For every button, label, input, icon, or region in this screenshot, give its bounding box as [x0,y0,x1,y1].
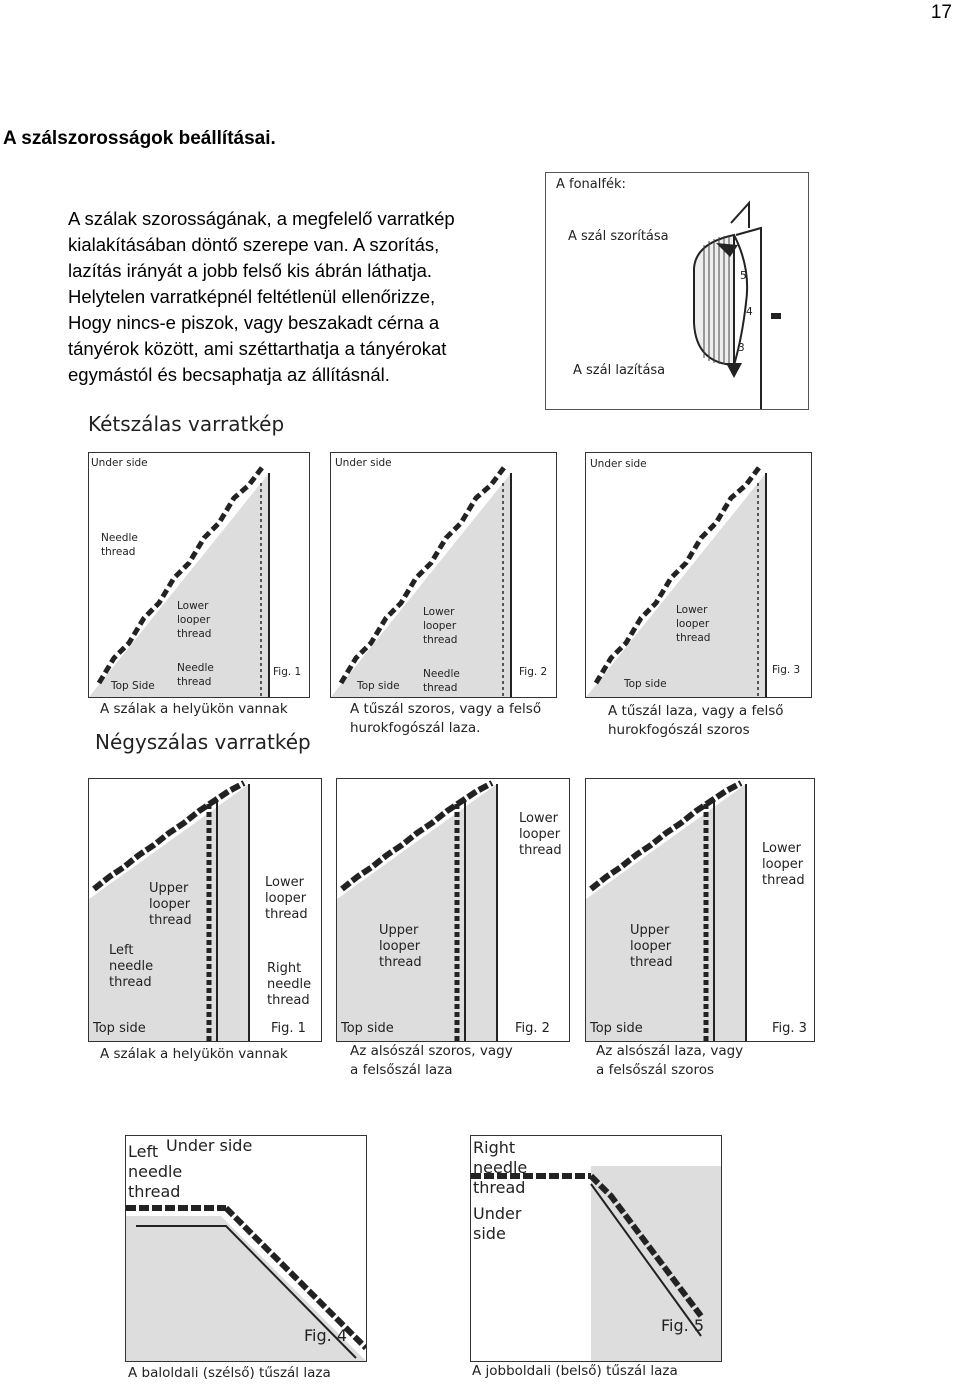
label-upper-looper: Upper looper thread [630,923,673,970]
fig-number: Fig. 5 [661,1316,704,1335]
caption: Az alsószál laza, vagy a felsőszál szoros [596,1043,744,1078]
fig-number: Fig. 4 [304,1326,347,1345]
two-thread-fig-1 [88,452,310,698]
label-needle-thread-2: Needle thread [423,668,460,694]
label-lower-looper: Lower looper thread [423,606,458,646]
caption: A jobboldali (belső) tűszál laza [472,1363,678,1379]
dial-loosen-label: A szál lazítása [573,363,666,378]
label-top-side: Top side [93,1021,146,1036]
intro-line: kialakításában döntő szerepe van. A szorítás, [68,234,440,255]
label-under-side: Under side [91,457,148,469]
four-thread-heading: Négyszálas varratkép [95,730,311,754]
arrow-down-icon [726,363,742,378]
label-top-side: Top side [624,678,667,690]
page-number: 17 [930,2,952,23]
fig-number: Fig. 3 [772,1021,807,1036]
caption: A szálak a helyükön vannak [100,1046,288,1062]
label-under-side: Under side [166,1136,253,1155]
label-under-side: Under side [335,457,392,469]
label-top-side: Top side [590,1021,643,1036]
two-thread-fig-2 [330,452,557,698]
intro-line: Hogy nincs-e piszok, vagy beszakadt cérna a [68,312,440,333]
intro-line: A szálak szorosságának, a megfelelő varratkép [68,208,455,229]
fig-number: Fig. 2 [519,666,548,678]
intro-line: tányérok között, ami széttarthatja a tányérokat [68,338,447,359]
intro-paragraph [68,206,548,388]
label-right-needle: Right needle thread [473,1138,528,1197]
intro-line: lazítás irányát a jobb felső kis ábrán láthatja. [68,260,433,281]
two-thread-heading: Kétszálas varratkép [88,412,285,436]
intro-line: Helytelen varratképnél feltétlenül ellenőrizze, [68,286,436,307]
label-left-needle: Left needle thread [128,1142,183,1201]
four-thread-fig-3 [585,778,815,1042]
caption: A tűszál szoros, vagy a felső hurokfogószál laza. [350,701,542,736]
intro-line: egymástól és becsaphatja az állításnál. [68,364,390,385]
caption: Az alsószál szoros, vagy a felsőszál laza [350,1043,513,1078]
label-lower-looper: Lower looper thread [177,600,212,640]
label-needle-thread-2: Needle thread [177,662,214,688]
fig-number: Fig. 2 [515,1021,550,1036]
dial-heading: A fonalfék: [556,177,626,192]
fig-number: Fig. 1 [273,666,302,678]
caption: A baloldali (szélső) tűszál laza [128,1365,331,1381]
label-lower-looper: Lower looper thread [519,811,562,858]
needle-fig-5 [470,1135,722,1362]
caption: A szálak a helyükön vannak [100,701,288,717]
label-top-side: Top side [341,1021,394,1036]
page-title: A szálszorosságok beállításai. [3,128,276,149]
fig-number: Fig. 1 [271,1021,306,1036]
label-left-needle: Left needle thread [109,943,154,990]
needle-fig-4 [125,1135,367,1362]
dial-tighten-label: A szál szorítása [568,229,669,244]
four-thread-fig-1 [88,778,322,1042]
tension-dial-figure [545,172,809,410]
dial-number: 5 [740,270,747,282]
fig-number: Fig. 3 [772,664,801,676]
dial-number: 4 [746,306,753,318]
label-under-side: Under side [590,458,647,470]
four-thread-fig-2 [336,778,570,1042]
label-top-side: Top side [357,680,400,692]
label-top-side: Top Side [111,680,155,692]
caption: A tűszál laza, vagy a felső hurokfogószál szoros [608,703,784,738]
label-upper-looper: Upper looper thread [379,923,422,970]
label-lower-looper: Lower looper thread [265,875,308,922]
label-needle-thread: Needle thread [101,532,138,558]
label-lower-looper: Lower looper thread [676,604,711,644]
two-thread-fig-3 [585,452,812,698]
label-right-needle: Right needle thread [267,961,312,1008]
dial-number: 3 [738,342,745,354]
label-lower-looper: Lower looper thread [762,841,805,888]
label-under-side: Under side [473,1204,522,1243]
label-upper-looper: Upper looper thread [149,881,192,928]
